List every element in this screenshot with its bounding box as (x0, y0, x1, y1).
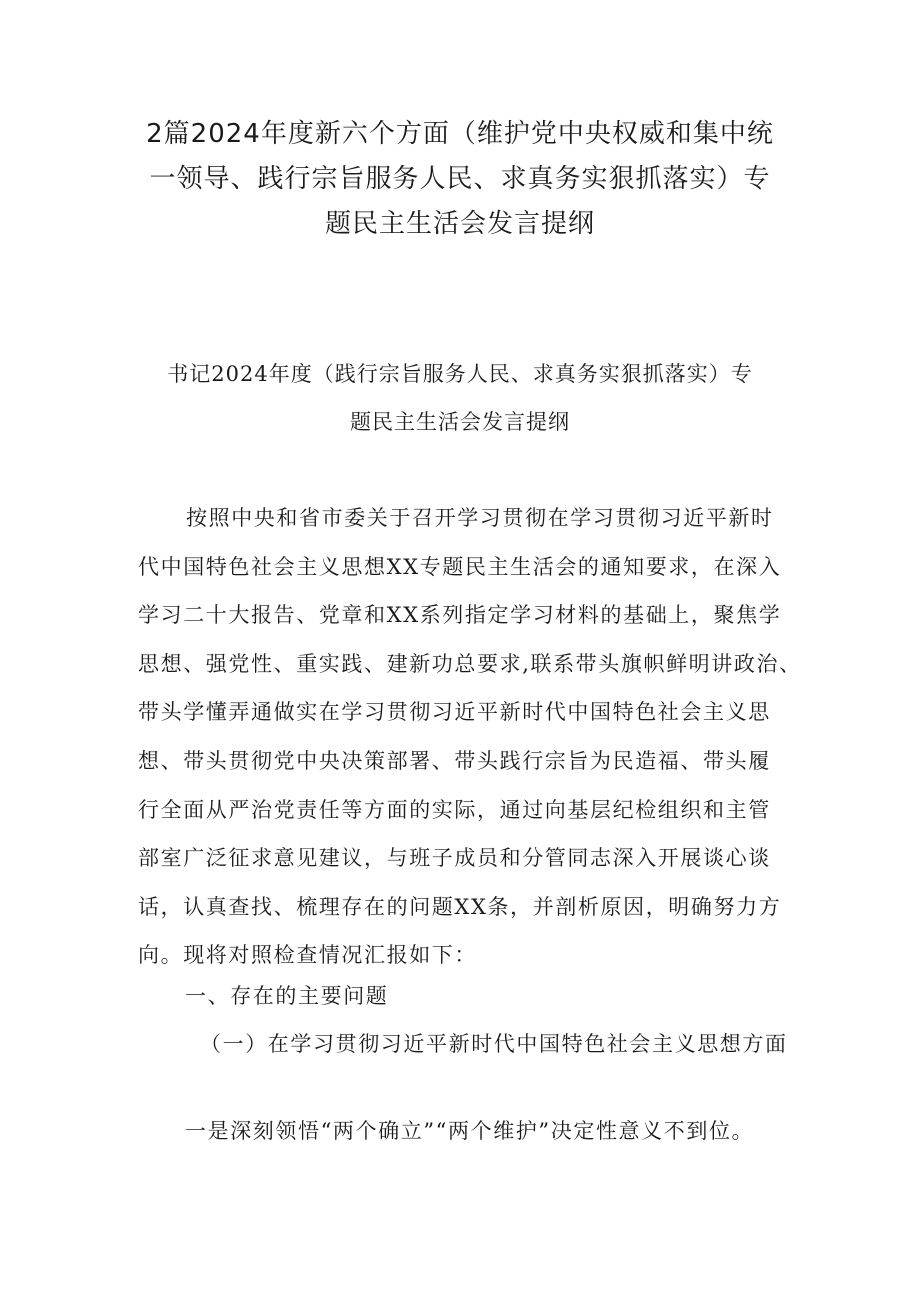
point-one-text: 一是深刻领悟“两个确立”“两个维护”决定性意义不到位。 (185, 1119, 755, 1143)
subtitle-line-2: 题民主生活会发言提纲 (350, 410, 570, 434)
subtitle-line-1: 书记2024年度（践行宗旨服务人民、求真务实狠抓落实）专 (167, 362, 753, 386)
intro-line-7: 行全面从严治党责任等方面的实际，通过向基层纪检组织和主管 (138, 797, 771, 822)
intro-line-9: 话，认真查找、梳理存在的问题XX条，并剖析原因，明确努力方 (138, 894, 782, 919)
intro-line-6: 想、带头贯彻党中央决策部署、带头践行宗旨为民造福、带头履 (138, 748, 771, 773)
section-heading: 一、存在的主要问题 (185, 984, 389, 1008)
title-line-2: 一领导、践行宗旨服务人民、求真务实狠抓落实）专 (149, 164, 771, 194)
title-line-1: 2篇2024年度新六个方面（维护党中央权威和集中统 (146, 119, 774, 149)
intro-line-8: 部室广泛征求意见建议，与班子成员和分管同志深入开展谈心谈 (138, 846, 771, 871)
document-title (120, 112, 800, 247)
intro-paragraph (138, 494, 802, 980)
intro-line-4: 思想、强党性、重实践、建新功总要求,联系带头旗帜鲜明讲政治、 (138, 651, 802, 676)
document-subtitle (120, 350, 800, 446)
intro-line-5: 带头学懂弄通做实在学习贯彻习近平新时代中国特色社会主义思 (138, 700, 771, 725)
intro-line-2: 代中国特色社会主义思想XX专题民主生活会的通知要求，在深入 (138, 554, 782, 579)
subsection-heading: （一）在学习贯彻习近平新时代中国特色社会主义思想方面 (200, 1032, 788, 1056)
title-line-3: 题民主生活会发言提纲 (324, 209, 595, 239)
intro-line-10: 向。现将对照检查情况汇报如下： (138, 943, 477, 968)
intro-line-1: 按照中央和省市委关于召开学习贯彻在学习贯彻习近平新时 (186, 506, 774, 530)
intro-line-3: 学习二十大报告、党章和XX系列指定学习材料的基础上，聚焦学 (138, 603, 782, 628)
